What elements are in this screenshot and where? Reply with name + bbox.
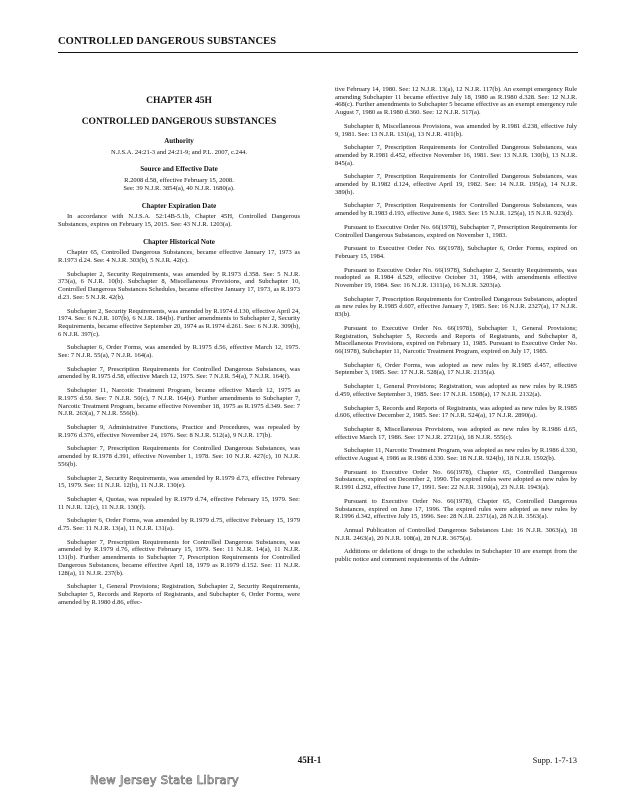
history-paragraph: Subchapter 6, Order Forms, was amended by R.1975 d.56, effective March 12, 1975. See: 7 N.J.R. 55(a), 7 N.J.R. 164(a). <box>58 344 300 360</box>
history-paragraph: Subchapter 8, Miscellaneous Provisions, was amended by R.1981 d.238, effective July 9, 1981. See: 13 N.J.R. 131(a), 13 N.J.R. 411(b). <box>335 122 577 138</box>
history-paragraph: Subchapter 11, Narcotic Treatment Program, was adopted as new rules by R.1986 d.330, effective August 4, 1986 as R.1986 d.330. See: 18 N.J.R. 924(b), 18 N.J.R. 1592(b). <box>335 447 577 463</box>
history-paragraph: Pursuant to Executive Order No. 66(1978), Subchapter 6, Order Forms, expired on February 15, 1984. <box>335 245 577 260</box>
history-paragraph: Chapter 65, Controlled Dangerous Substances, became effective January 17, 1973 as R.1973 d.24. See: 4 N.J.R. 303(b), 5 N.J.R. 42(c). <box>58 249 300 265</box>
chapter-number: CHAPTER 45H <box>146 96 212 106</box>
history-paragraph: Subchapter 7, Prescription Requirements for Controlled Dangerous Substances, was amended by R.1981 d.452, effective November 16, 1981. See: 13 N.J.R. 130(b), 13 N.J.R. 845(a). <box>335 144 577 167</box>
history-paragraph: Subchapter 11, Narcotic Treatment Program, became effective March 12, 1975 as R.1975 d.59. See: 7 N.J.R. 50(c), 7 N.J.R. 164(e). Further amendments to Subchapter 7, Narcotic Treatment Program, became effective November 18, 1975 as R.1975 d.349. See: 7 N.J.R. 263(a), 7 N.J.R. 556(b). <box>58 387 300 418</box>
history-paragraph: Subchapter 7, Prescription Requirements for Controlled Dangerous Substances, was amended by R.1983 d.193, effective June 6, 1983. See: 15 N.J.R. 125(a), 15 N.J.R. 923(d). <box>335 202 577 218</box>
expiration-heading: Chapter Expiration Date <box>141 201 217 210</box>
history-paragraph: Pursuant to Executive Order No. 66(1978), Subchapter 1, General Provisions; Registration, Subchapter 5, Records and Reports of Registrants, and Subchapter 8, Miscellaneous Provisions, expired on February 11, 1985. Pursuant to Executive Order No. 66(1978), Subchapter 11, Narcotic Treatment Program, expired on July 17, 1985. <box>335 324 577 355</box>
history-paragraph: Pursuant to Executive Order No. 66(1978), Subchapter 2, Security Requirements, was readopted as R.1984 d.529, effective October 31, 1984, with amendments effective November 19, 1984. See: 16 N.J.R. 1311(a), 16 N.J.R. 3203(a). <box>335 266 577 290</box>
history-paragraph: Subchapter 6, Order Forms, was adopted as new rules by R.1985 d.457, effective September 3, 1985. See: 17 N.J.R. 528(a), 17 N.J.R. 2135(a). <box>335 361 577 377</box>
source-heading: Source and Effective Date <box>140 165 218 174</box>
history-paragraph: Subchapter 6, Order Forms, was amended by R.1979 d.75, effective February 15, 1979 d.75. See: 11 N.J.R. 13(a), 11 N.J.R. 131(a). <box>58 517 300 533</box>
history-paragraph: Additions or deletions of drugs to the schedules in Subchapter 10 are exempt from the public notice and comment requirements of the Admin- <box>335 548 577 564</box>
history-paragraph: Pursuant to Executive Order No. 66(1978), Subchapter 7, Prescription Requirements for Controlled Dangerous Substances, expired on November 1, 1983. <box>335 223 577 239</box>
history-paragraph: Subchapter 9, Administrative Functions, Practice and Procedures, was repealed by R.1976 d.376, effective November 24, 1976. See: 8 N.J.R. 512(a), 9 N.J.R. 17(b). <box>58 423 300 439</box>
authority-text: N.J.S.A. 24:21-3 and 24:21-9; and P.L. 2007, c.244. <box>110 148 248 156</box>
history-paragraph: Subchapter 7, Prescription Requirements for Controlled Dangerous Substances, was amended by R.1979 d.76, effective February 15, 1979. See: 11 N.J.R. 14(a), 11 N.J.R. 131(b). Further amendments to Subchapter 7, Prescription Requirements for Controlled Dangerous Substances, became effective April 18, 1979 as R.1979 d.152. See: 11 N.J.R. 128(a), 11 N.J.R. 237(b). <box>58 538 300 577</box>
history-paragraph: Subchapter 4, Quotas, was repealed by R.1979 d.74, effective February 15, 1979. See: 11 N.J.R. 12(c), 11 N.J.R. 130(f). <box>58 495 300 511</box>
history-paragraph: Subchapter 1, General Provisions; Registration, Subchapter 2, Security Requirements, Subchapter 5, Records and Reports of Registrants, and Subchapter 6, Order Forms, were amended by R.1980 d.86, effec- <box>58 583 300 606</box>
history-paragraph: Subchapter 7, Prescription Requirements for Controlled Dangerous Substances, was amended by R.1982 d.124, effective April 19, 1982. See: 14 N.J.R. 195(a), 14 N.J.R. 389(b). <box>335 173 577 196</box>
history-paragraph: tive February 14, 1980. See: 12 N.J.R. 13(a), 12 N.J.R. 117(b). An exempt emergency Rule amending Subchapter 11 became effective July 18, 1980 as R.1980 d.328. See: 12 N.J.R. 468(c). Further amendments to Subchapter 5 became effective as an exempt emergency rule August 7, 1980 as R.1980 d.360. See: 12 N.J.R. 517(a). <box>335 86 577 117</box>
history-paragraph: Subchapter 5, Records and Reports of Registrants, was adopted as new rules by R.1985 d.606, effective December 2, 1985. See: 17 N.J.R. 524(a), 17 N.J.R. 2890(a). <box>335 404 577 420</box>
history-paragraph: Subchapter 2, Security Requirements, was amended by R.1973 d.358. See: 5 N.J.R. 373(a), 6 N.J.R. 10(b). Subchapter 8, Miscellaneous Provisions, and Subchapter 10, Controlled Dangerous Substances Schedules, became effective January 17, 1973, as R.1973 d.23. See: 5 N.J.R. 42(b). <box>58 270 300 301</box>
source-text-2: See: 39 N.J.R. 3854(a), 40 N.J.R. 1680(a). <box>123 184 235 192</box>
supplement-date: Supp. 1-7-13 <box>532 755 577 765</box>
authority-heading: Authority <box>164 137 194 145</box>
history-paragraph: Pursuant to Executive Order No. 66(1978), Chapter 65, Controlled Dangerous Substances, expired on December 2, 1990. The expired rules were adopted as new rules by R.1991 d.292, effective June 17, 1991. See: 22 N.J.R. 3190(a), 23 N.J.R. 1943(a). <box>335 468 577 492</box>
page-number: 45H-1 <box>297 755 322 765</box>
chapter-title: CONTROLLED DANGEROUS SUBSTANCES <box>81 117 277 127</box>
history-paragraph: Subchapter 2, Security Requirements, was amended by R.1979 d.73, effective February 15, 1979. See: 11 N.J.R. 12(b), 11 N.J.R. 130(e). <box>58 474 300 490</box>
history-paragraph: Subchapter 1, General Provisions; Registration, was adopted as new rules by R.1985 d.459, effective September 3, 1985. See: 17 N.J.R. 1508(a), 17 N.J.R. 2132(a). <box>335 383 577 398</box>
history-paragraph: Subchapter 2, Security Requirements, was amended by R.1974 d.130, effective April 24, 1974. See: 6 N.J.R. 107(b), 6 N.J.R. 184(b). Further amendments to Subchapter 2, Security Requirements, became effective September 20, 1974 as R.1974 d.261. See: 6 N.J.R. 309(b), 6 N.J.R. 397(c). <box>58 307 300 338</box>
library-stamp: New Jersey State Library <box>90 773 239 787</box>
history-paragraph: Subchapter 8, Miscellaneous Provisions, was adopted as new rules by R.1986 d.65, effective March 17, 1986. See: 17 N.J.R. 2721(a), 18 N.J.R. 555(c). <box>335 425 577 441</box>
history-paragraph: Subchapter 7, Prescription Requirements for Controlled Dangerous Substances, adopted as new rules by R.1985 d.607, effective January 7, 1985. See: 16 N.J.R. 2327(a), 17 N.J.R. 83(b). <box>335 295 577 319</box>
header-rule <box>58 52 578 53</box>
source-text-1: R.2008 d.58, effective February 15, 2008. <box>124 177 234 185</box>
right-column <box>335 86 577 570</box>
history-paragraph: Subchapter 7, Prescription Requirements for Controlled Dangerous Substances, was amended by R.1978 d.391, effective November 1, 1978. See: 10 N.J.R. 427(c), 10 N.J.R. 556(b). <box>58 445 300 468</box>
history-paragraph: Annual Publication of Controlled Dangerous Substances List: 16 N.J.R. 3063(a), 18 N.J.R. 2463(a), 20 N.J.R. 108(a), 28 N.J.R. 3675(a). <box>335 526 577 542</box>
history-paragraph: Pursuant to Executive Order No. 66(1978), Chapter 65, Controlled Dangerous Substances, expired on June 17, 1996. The expired rules were adopted as new rules by R.1996 d.342, effective July 15, 1996. See: 28 N.J.R. 2371(a), 28 N.J.R. 3563(a). <box>335 497 577 521</box>
expiration-text: In accordance with N.J.S.A. 52:14B-5.1b, Chapter 45H, Controlled Dangerous Substances, expires on February 15, 2015. See: 43 N.J.R. 1203(a). <box>58 213 300 228</box>
running-header: CONTROLLED DANGEROUS SUBSTANCES <box>58 36 277 47</box>
history-heading: Chapter Historical Note <box>143 237 215 246</box>
history-paragraph: Subchapter 7, Prescription Requirements for Controlled Dangerous Substances, was amended by R.1975 d.58, effective March 12, 1975. See: 7 N.J.R. 54(a), 7 N.J.R. 164(f). <box>58 365 300 381</box>
left-column <box>58 96 300 612</box>
